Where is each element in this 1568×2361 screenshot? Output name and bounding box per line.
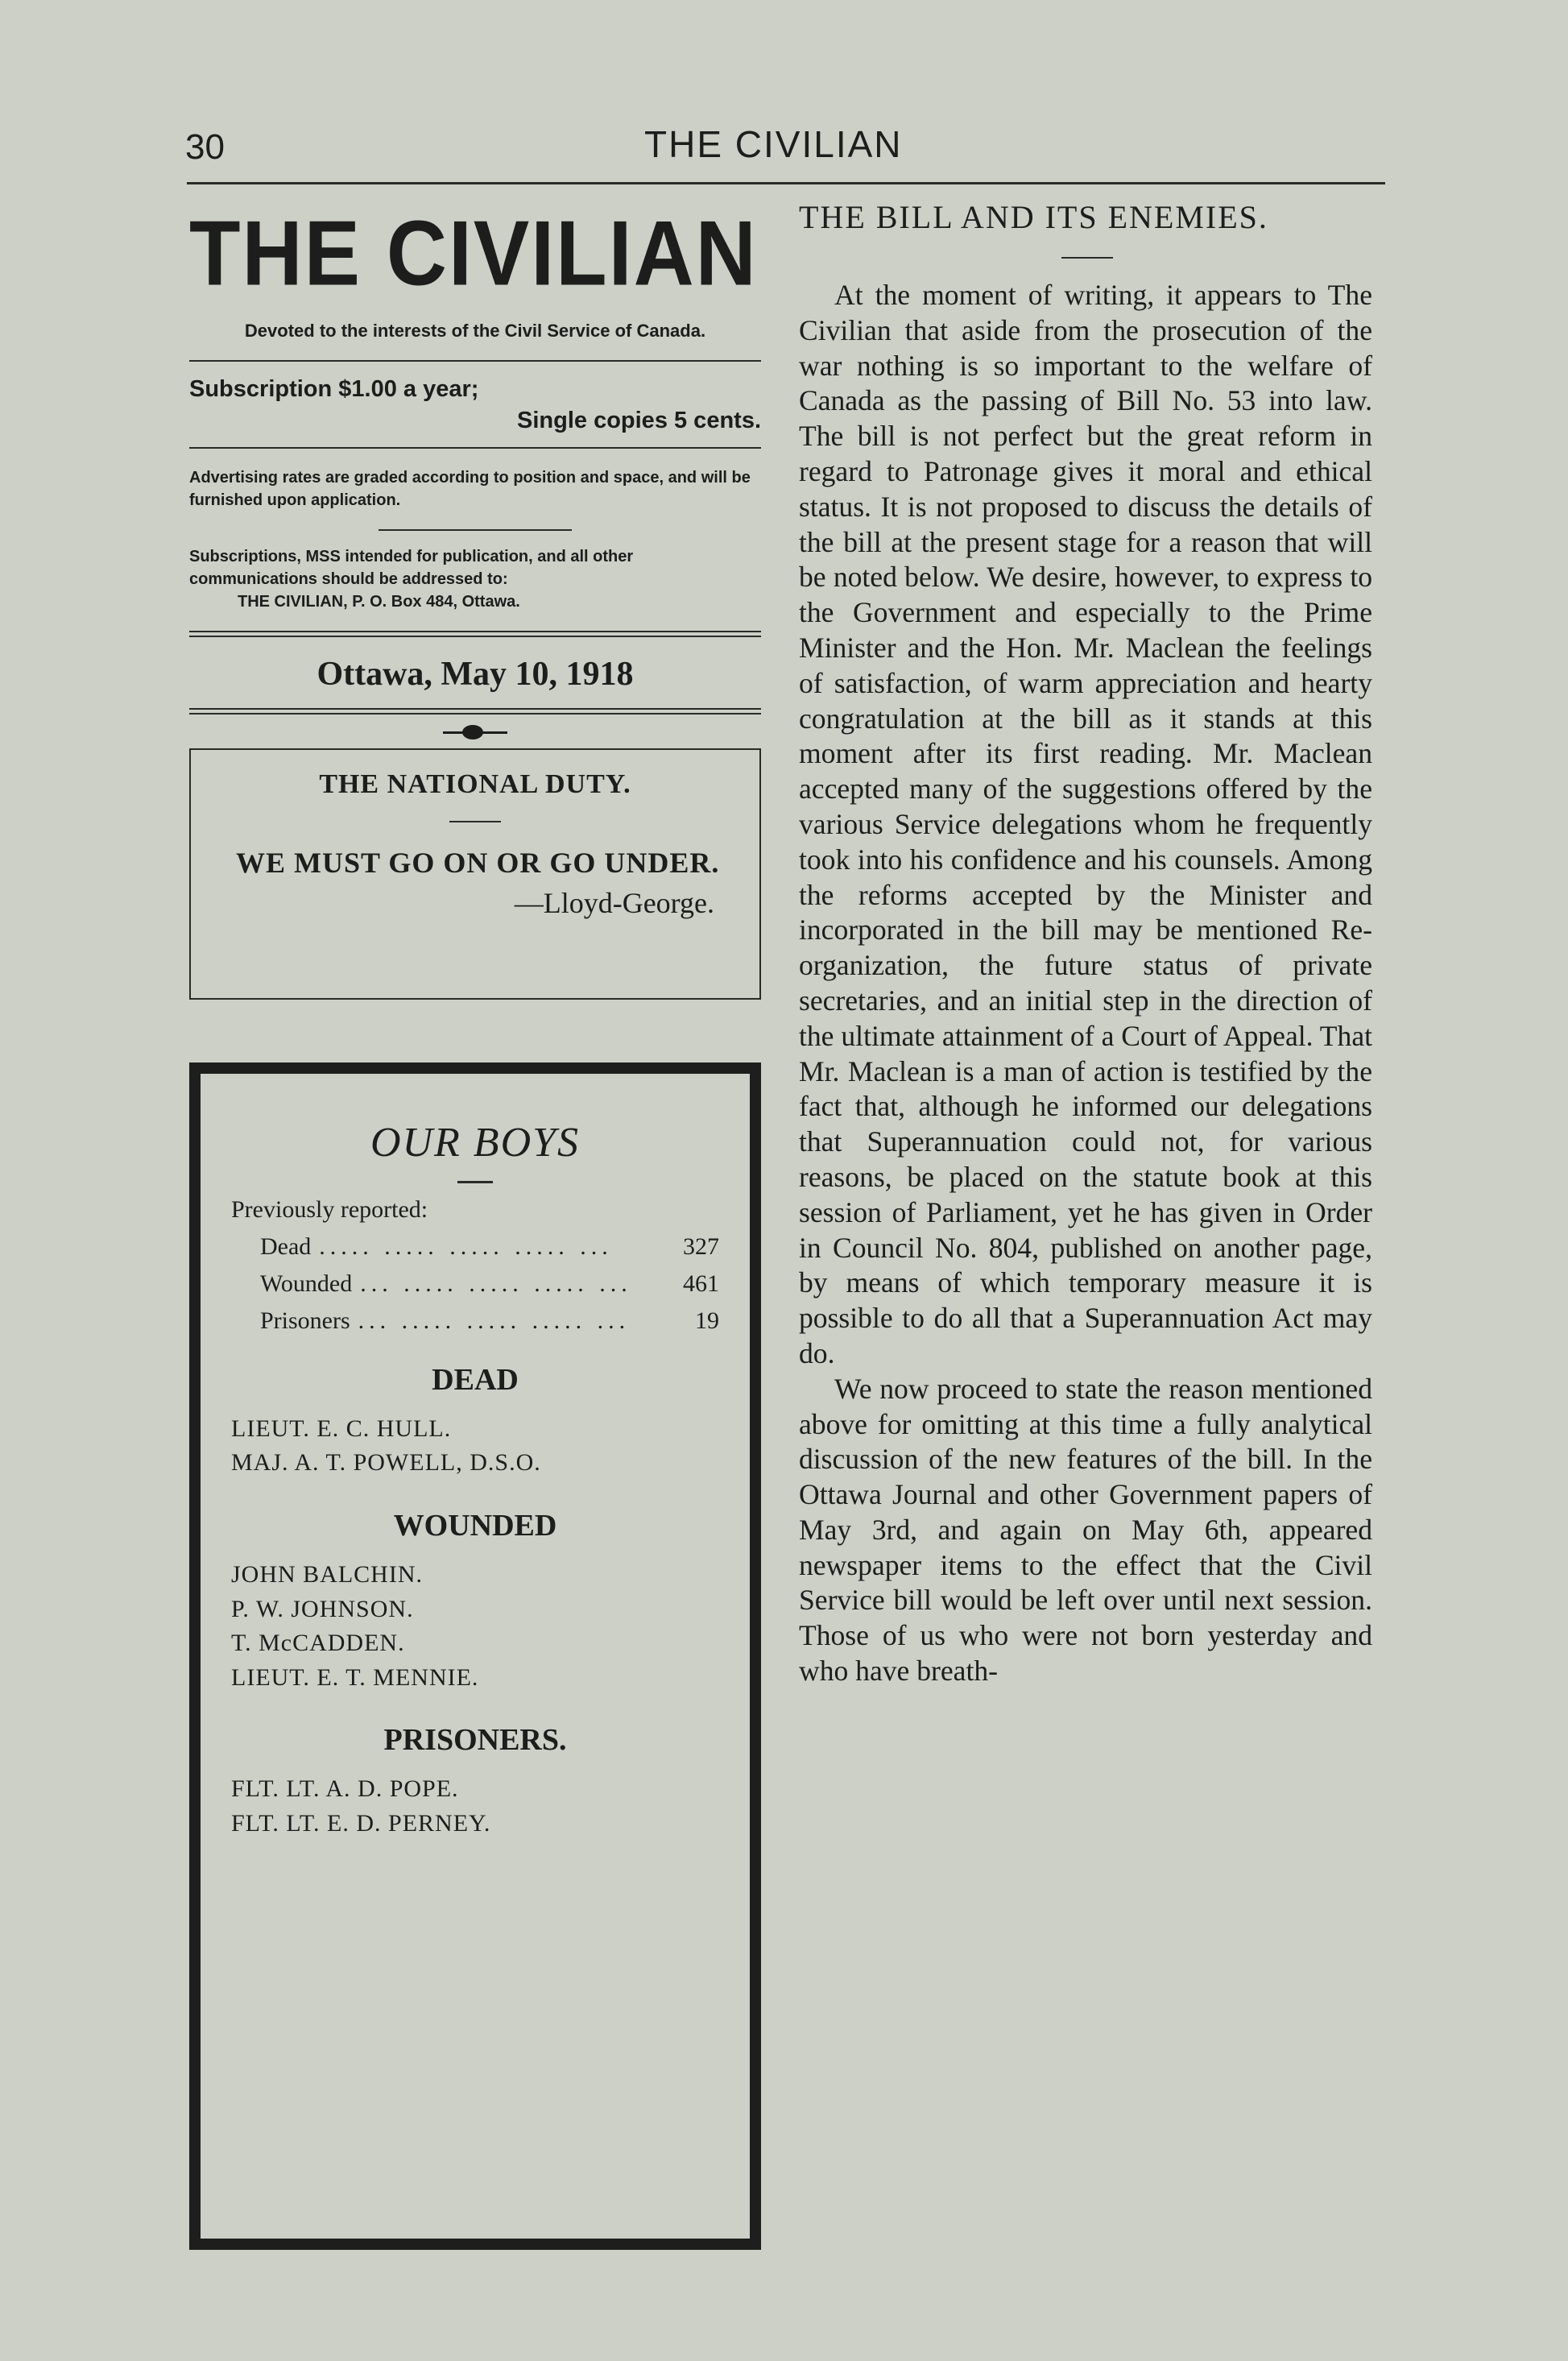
list-item: LIEUT. E. T. MENNIE. — [231, 1663, 479, 1691]
running-title: THE CIVILIAN — [644, 123, 903, 165]
leader-dots: ... ..... ..... ..... ... — [358, 1307, 631, 1334]
article-paragraph: At the moment of writing, it appears to The Civilian that aside from the prosecution of the war nothing is so important to the welfare of Canada as the passing of Bill No. 53 into law. The bill is not perfect but the great reform in regard to Patronage gives it moral and ethical status. It is not proposed to discuss the details of the bill at the present stage for a reason that will be noted below. We desire, however, to express to the Government and especially to the Prime Minister and the Hon. Mr. Maclean the feelings of satisfaction, of warm appreciation and hearty congratulation at the bill as it stands at this moment after its first reading. Mr. Maclean accepted many of the suggestions offered by the various Service delegations whom he frequently took into his confidence and his counsels. Among the reforms accepted by the Minister and incorporated in the bill may be mentioned Re-organization, the future status of private secretaries, and an initial step in the direction of the ultimate attainment of a Court of Appeal. That Mr. Maclean is a man of action is testified by the fact that, although he informed our delegations that Superannuation could not, for various reasons, be placed on the statute book at this session of Parliament, yet he has given in Order in Council No. 804, published on another page, by means of which temporary measure it is possible to do all that a Superannuation Act may do. — [799, 279, 1372, 1369]
submissions-text: Subscriptions, MSS intended for publication, and all other communications should be addressed to: — [189, 547, 634, 588]
stat-label: Prisoners — [260, 1307, 350, 1334]
stat-label: Dead — [260, 1232, 312, 1260]
running-head — [185, 122, 1393, 171]
list-item: FLT. LT. E. D. PERNEY. — [231, 1809, 491, 1837]
our-boys-title: OUR BOYS — [370, 1119, 581, 1166]
divider — [457, 1181, 493, 1183]
list-item: JOHN BALCHIN. — [231, 1560, 423, 1588]
page-number: 30 — [185, 127, 225, 167]
divider — [189, 447, 761, 449]
double-rule — [189, 708, 761, 715]
stat-row-wounded — [260, 1270, 719, 1298]
dead-list — [231, 1412, 719, 1481]
prisoners-list — [231, 1772, 719, 1841]
list-item: MAJ. A. T. POWELL, D.S.O. — [231, 1449, 541, 1477]
masthead-title: THE CIVILIAN — [189, 202, 758, 305]
leader-dots: ... ..... ..... ..... ... — [360, 1270, 632, 1297]
previously-reported-label: Previously reported: — [231, 1195, 428, 1223]
stat-row-dead — [260, 1233, 719, 1261]
subscription-price: Subscription $1.00 a year; — [189, 375, 479, 402]
stat-row-prisoners — [260, 1307, 719, 1335]
stat-value: 19 — [695, 1307, 719, 1334]
advertising-notice: Advertising rates are graded according to position and space, and will be furnished upon application. — [189, 468, 751, 509]
dateline: Ottawa, May 10, 1918 — [316, 655, 634, 693]
article-paragraph: We now proceed to state the reason mentioned above for omitting at this time a fully analytical discussion of the new features of the bill. In the Ottawa Journal and other Government papers of May 3rd, and again on May 6th, appeared newspaper items to the effect that the Civil Service bill would be left over until next session. Those of us who were not born yesterday and who have breath- — [799, 1372, 1372, 1688]
ornament-icon — [443, 724, 507, 742]
list-item: T. McCADDEN. — [231, 1630, 405, 1657]
list-item: FLT. LT. A. D. POPE. — [231, 1775, 459, 1803]
left-column — [189, 193, 761, 2250]
duty-heading: THE NATIONAL DUTY. — [319, 768, 631, 799]
dead-heading: DEAD — [432, 1362, 519, 1397]
duty-quote: WE MUST GO ON OR GO UNDER. — [236, 846, 720, 879]
list-item: P. W. JOHNSON. — [231, 1595, 414, 1622]
stat-label: Wounded — [260, 1270, 353, 1297]
divider — [189, 360, 761, 362]
double-rule — [189, 631, 761, 637]
masthead-subtitle: Devoted to the interests of the Civil Service of Canada. — [244, 321, 706, 341]
national-duty-box — [189, 748, 761, 1000]
divider — [1061, 257, 1113, 259]
stat-value: 327 — [683, 1232, 719, 1260]
our-boys-box — [189, 1062, 761, 2250]
divider — [379, 529, 572, 531]
submissions-notice — [189, 545, 761, 613]
article-title: THE BILL AND ITS ENEMIES. — [799, 199, 1268, 235]
wounded-list — [231, 1558, 719, 1695]
right-column — [799, 198, 1372, 1689]
stat-value: 461 — [683, 1270, 719, 1297]
divider — [449, 821, 501, 822]
header-rule — [187, 182, 1385, 184]
wounded-heading: WOUNDED — [393, 1508, 557, 1543]
prisoners-heading: PRISONERS. — [383, 1723, 567, 1758]
duty-attribution: —Lloyd-George. — [514, 886, 714, 919]
single-copy-price: Single copies 5 cents. — [517, 407, 761, 433]
article-body — [799, 278, 1372, 1689]
list-item: LIEUT. E. C. HULL. — [231, 1415, 452, 1442]
leader-dots: ..... ..... ..... ..... ... — [319, 1232, 613, 1260]
mailing-address: THE CIVILIAN, P. O. Box 484, Ottawa. — [238, 592, 520, 611]
